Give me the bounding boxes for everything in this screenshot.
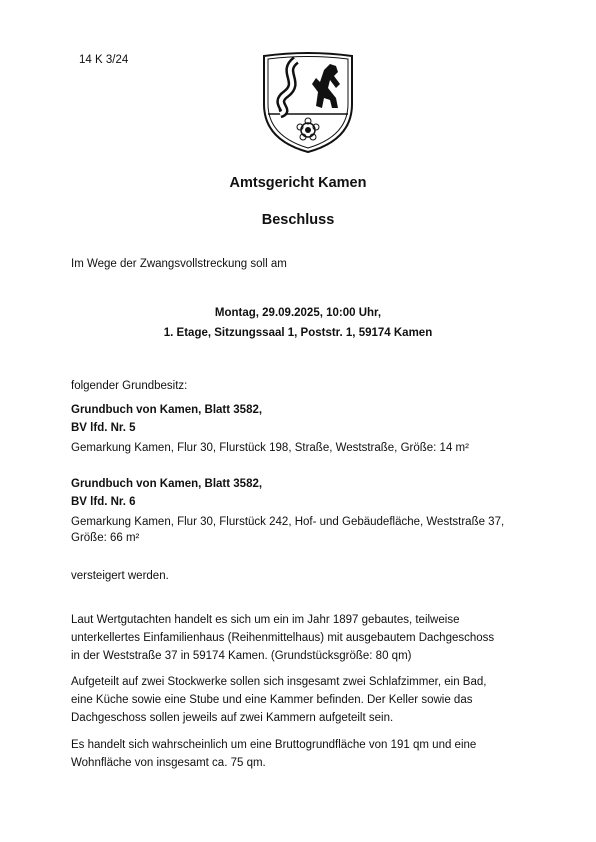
court-name: Amtsgericht Kamen [229, 175, 367, 191]
auction-text: versteigert werden. [71, 570, 169, 582]
property-intro: folgender Grundbesitz: [71, 380, 188, 392]
document-title: Beschluss [261, 212, 335, 228]
property-register: Grundbuch von Kamen, Blatt 3582, [71, 404, 263, 416]
property-item: BV lfd. Nr. 5 [71, 422, 136, 434]
property-description: Größe: 66 m² [71, 532, 140, 544]
paragraph-line: Wohnfläche von insgesamt ca. 75 qm. [71, 757, 266, 769]
paragraph-line: Laut Wertgutachten handelt es sich um ein im Jahr 1897 gebautes, teilweise [71, 614, 460, 626]
property-register: Grundbuch von Kamen, Blatt 3582, [71, 478, 263, 490]
appointment-date: Montag, 29.09.2025, 10:00 Uhr, [214, 307, 382, 319]
property-description: Gemarkung Kamen, Flur 30, Flurstück 198, Straße, Weststraße, Größe: 14 m² [71, 442, 469, 454]
case-reference: 14 K 3/24 [79, 54, 129, 66]
appointment-location: 1. Etage, Sitzungssaal 1, Poststr. 1, 59174 Kamen [163, 327, 433, 339]
paragraph-line: in der Weststraße 37 in 59174 Kamen. (Grundstücksgröße: 80 qm) [71, 650, 412, 662]
paragraph-line: Dachgeschoss sollen jeweils auf zwei Kammern aufgeteilt sein. [71, 712, 394, 724]
property-description: Gemarkung Kamen, Flur 30, Flurstück 242, Hof- und Gebäudefläche, Weststraße 37, [71, 516, 505, 528]
paragraph-line: Aufgeteilt auf zwei Stockwerke sollen sich insgesamt zwei Schlafzimmer, ein Bad, [71, 676, 487, 688]
coat-of-arms-icon [258, 48, 358, 154]
paragraph-line: Es handelt sich wahrscheinlich um eine Bruttogrundfläche von 191 qm und eine [71, 739, 477, 751]
intro-text: Im Wege der Zwangsvollstreckung soll am [71, 258, 287, 270]
paragraph-line: eine Küche sowie eine Stube und eine Kammer befinden. Der Keller sowie das [71, 694, 473, 706]
property-item: BV lfd. Nr. 6 [71, 496, 136, 508]
paragraph-line: unterkellertes Einfamilienhaus (Reihenmittelhaus) mit ausgebautem Dachgeschoss [71, 632, 495, 644]
